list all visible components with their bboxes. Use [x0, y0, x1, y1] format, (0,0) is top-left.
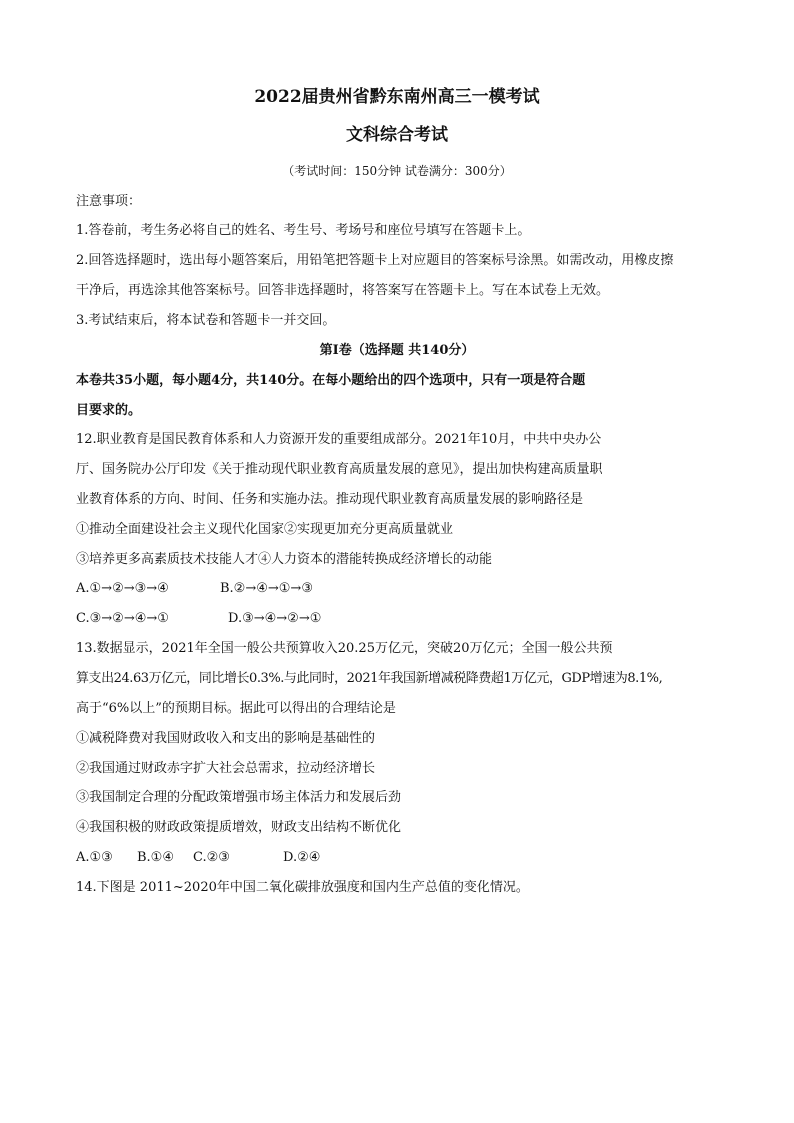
section-instruction-line-2: 目要求的。 [76, 403, 142, 418]
q13-stem-line-3: 高于“6%以上”的预期目标。据此可以得出的合理结论是 [76, 701, 396, 716]
q13-statement-1: ①减税降费对我国财政收入和支出的影响是基础性的 [76, 731, 376, 746]
q12-statements-1-2: ①推动全面建设社会主义现代化国家②实现更加充分更高质量就业 [76, 522, 454, 537]
q12-stem-line-1: 12.职业教育是国民教育体系和人力资源开发的重要组成部分。2021年10月，中共中央办公 [76, 432, 602, 447]
notice-heading: 注意事项： [76, 194, 142, 209]
notice-item-2-line-1: 2.回答选择题时，选出每小题答案后，用铅笔把答题卡上对应题目的答案标号涂黑。如需改动，用橡皮擦 [76, 253, 674, 268]
notice-item-3: 3.考试结束后，将本试卷和答题卡一并交回。 [76, 313, 336, 328]
exam-subtitle: 文科综合考试 [346, 125, 448, 145]
q12-option-d: D.③→④→②→① [228, 611, 322, 626]
q13-stem-line-2: 算支出24.63万亿元，同比增长0.3%.与此同时，2021年我国新增减税降费超1万亿元，GDP增速为8.1%, [76, 671, 663, 686]
q13-option-a: A.①③ [76, 850, 113, 865]
q12-option-a: A.①→②→③→④ [76, 581, 169, 596]
notice-item-2-line-2: 干净后，再选涂其他答案标号。回答非选择题时，将答案写在答题卡上。写在本试卷上无效。 [76, 283, 610, 298]
q13-stem-line-1: 13.数据显示，2021年全国一般公共预算收入20.25万亿元，突破20万亿元；全国一般公共预 [76, 641, 613, 656]
exam-info: （考试时间：150分钟 试卷满分：300分） [282, 164, 512, 178]
section-title: 第I卷（选择题 共140分） [319, 343, 475, 358]
q12-stem-line-2: 厅、国务院办公厅印发《关于推动现代职业教育高质量发展的意见》，提出加快构建高质量职 [76, 462, 603, 477]
q14-stem-line-1: 14.下图是 2011~2020年中国二氧化碳排放强度和国内生产总值的变化情况。 [76, 880, 529, 895]
exam-title: 2022届贵州省黔东南州高三一模考试 [254, 87, 540, 107]
q13-statement-4: ④我国积极的财政政策提质增效，财政支出结构不断优化 [76, 820, 402, 835]
q12-option-c: C.③→②→④→① [76, 611, 169, 626]
q13-option-b: B.①④ [137, 850, 174, 865]
q12-statements-3-4: ③培养更多高素质技术技能人才④人力资本的潜能转换成经济增长的动能 [76, 552, 493, 567]
q13-option-d: D.②④ [283, 850, 321, 865]
q12-option-b: B.②→④→①→③ [220, 581, 313, 596]
q13-option-c: C.②③ [193, 850, 230, 865]
q13-statement-2: ②我国通过财政赤字扩大社会总需求，拉动经济增长 [76, 761, 376, 776]
q13-statement-3: ③我国制定合理的分配政策增强市场主体活力和发展后劲 [76, 790, 402, 805]
q12-stem-line-3: 业教育体系的方向、时间、任务和实施办法。推动现代职业教育高质量发展的影响路径是 [76, 492, 584, 507]
notice-item-1: 1.答卷前，考生务必将自己的姓名、考生号、考场号和座位号填写在答题卡上。 [76, 223, 531, 238]
section-instruction-line-1: 本卷共35小题，每小题4分，共140分。在每小题给出的四个选项中，只有一项是符合题 [76, 373, 586, 388]
